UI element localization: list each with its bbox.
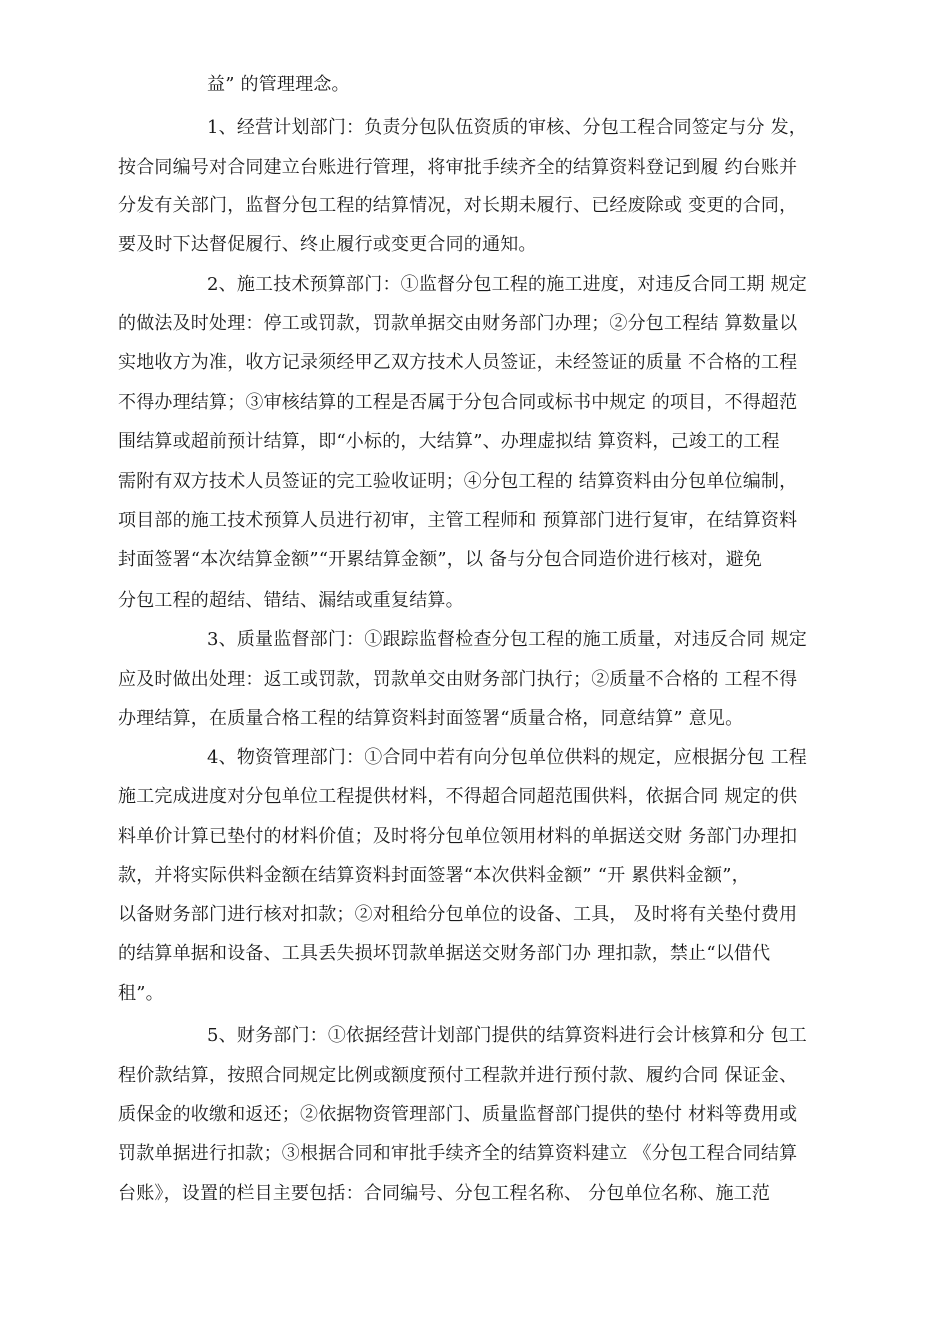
text-line: 质保金的收缴和返还；②依据物资管理部门、质量监督部门提供的垫付 材料等费用或	[118, 1104, 798, 1125]
text-line: 实地收方为准，收方记录须经甲乙双方技术人员签证，未经签证的质量 不合格的工程	[118, 352, 798, 373]
text-line: 以备财务部门进行核对扣款；②对租给分包单位的设备、工具， 及时将有关垫付费用	[118, 904, 798, 925]
text-line: 5、财务部门：①依据经营计划部门提供的结算资料进行会计核算和分 包工	[207, 1025, 807, 1046]
text-line: 围结算或超前预计结算，即“小标的，大结算”、办理虚拟结 算资料，己竣工的工程	[118, 431, 780, 452]
text-line: 按合同编号对合同建立台账进行管理，将审批手续齐全的结算资料登记到履 约台账并	[118, 157, 798, 178]
text-line: 分发有关部门，监督分包工程的结算情况，对长期未履行、已经废除或 变更的合同，	[118, 195, 798, 216]
text-line: 办理结算，在质量合格工程的结算资料封面签署“质量合格，同意结算” 意见。	[118, 708, 744, 729]
text-line: 需附有双方技术人员签证的完工验收证明；④分包工程的 结算资料由分包单位编制，	[118, 471, 798, 492]
text-line: 要及时下达督促履行、终止履行或变更合同的通知。	[118, 234, 537, 255]
text-line: 不得办理结算；③审核结算的工程是否属于分包合同或标书中规定 的项目，不得超范	[118, 392, 798, 413]
text-line: 料单价计算已垫付的材料价值；及时将分包单位领用材料的单据送交财 务部门办理扣	[118, 826, 798, 847]
text-line: 封面签署“本次结算金额”“开累结算金额”，以 备与分包合同造价进行核对，避免	[118, 549, 763, 570]
text-line: 的做法及时处理：停工或罚款，罚款单据交由财务部门办理；②分包工程结 算数量以	[118, 313, 798, 334]
text-line: 分包工程的超结、错结、漏结或重复结算。	[118, 590, 464, 611]
text-line: 程价款结算，按照合同规定比例或额度预付工程款并进行预付款、履约合同 保证金、	[118, 1065, 798, 1086]
text-line: 款，并将实际供料金额在结算资料封面签署“本次供料金额” “开 累供料金额”，	[118, 865, 750, 886]
text-line: 3、质量监督部门：①跟踪监督检查分包工程的施工质量，对违反合同 规定	[207, 629, 807, 650]
text-line: 1、经营计划部门：负责分包队伍资质的审核、分包工程合同签定与分 发，	[207, 117, 807, 138]
text-line: 罚款单据进行扣款；③根据合同和审批手续齐全的结算资料建立 《分包工程合同结算	[118, 1143, 798, 1164]
text-line: 应及时做出处理：返工或罚款，罚款单交由财务部门执行；②质量不合格的 工程不得	[118, 669, 798, 690]
text-line: 益” 的管理理念。	[207, 74, 350, 95]
text-line: 2、施工技术预算部门：①监督分包工程的施工进度，对违反合同工期 规定	[207, 274, 807, 295]
text-line: 施工完成进度对分包单位工程提供材料，不得超合同超范围供料，依据合同 规定的供	[118, 786, 798, 807]
text-line: 台账》，设置的栏目主要包括：合同编号、分包工程名称、 分包单位名称、施工范	[118, 1183, 771, 1204]
text-line: 项目部的施工技术预算人员进行初审，主管工程师和 预算部门进行复审，在结算资料	[118, 510, 798, 531]
text-line: 4、物资管理部门：①合同中若有向分包单位供料的规定，应根据分包 工程	[207, 747, 807, 768]
text-line: 的结算单据和设备、工具丢失损坏罚款单据送交财务部门办 理扣款，禁止“以借代	[118, 943, 771, 964]
text-line: 租”。	[118, 983, 164, 1004]
